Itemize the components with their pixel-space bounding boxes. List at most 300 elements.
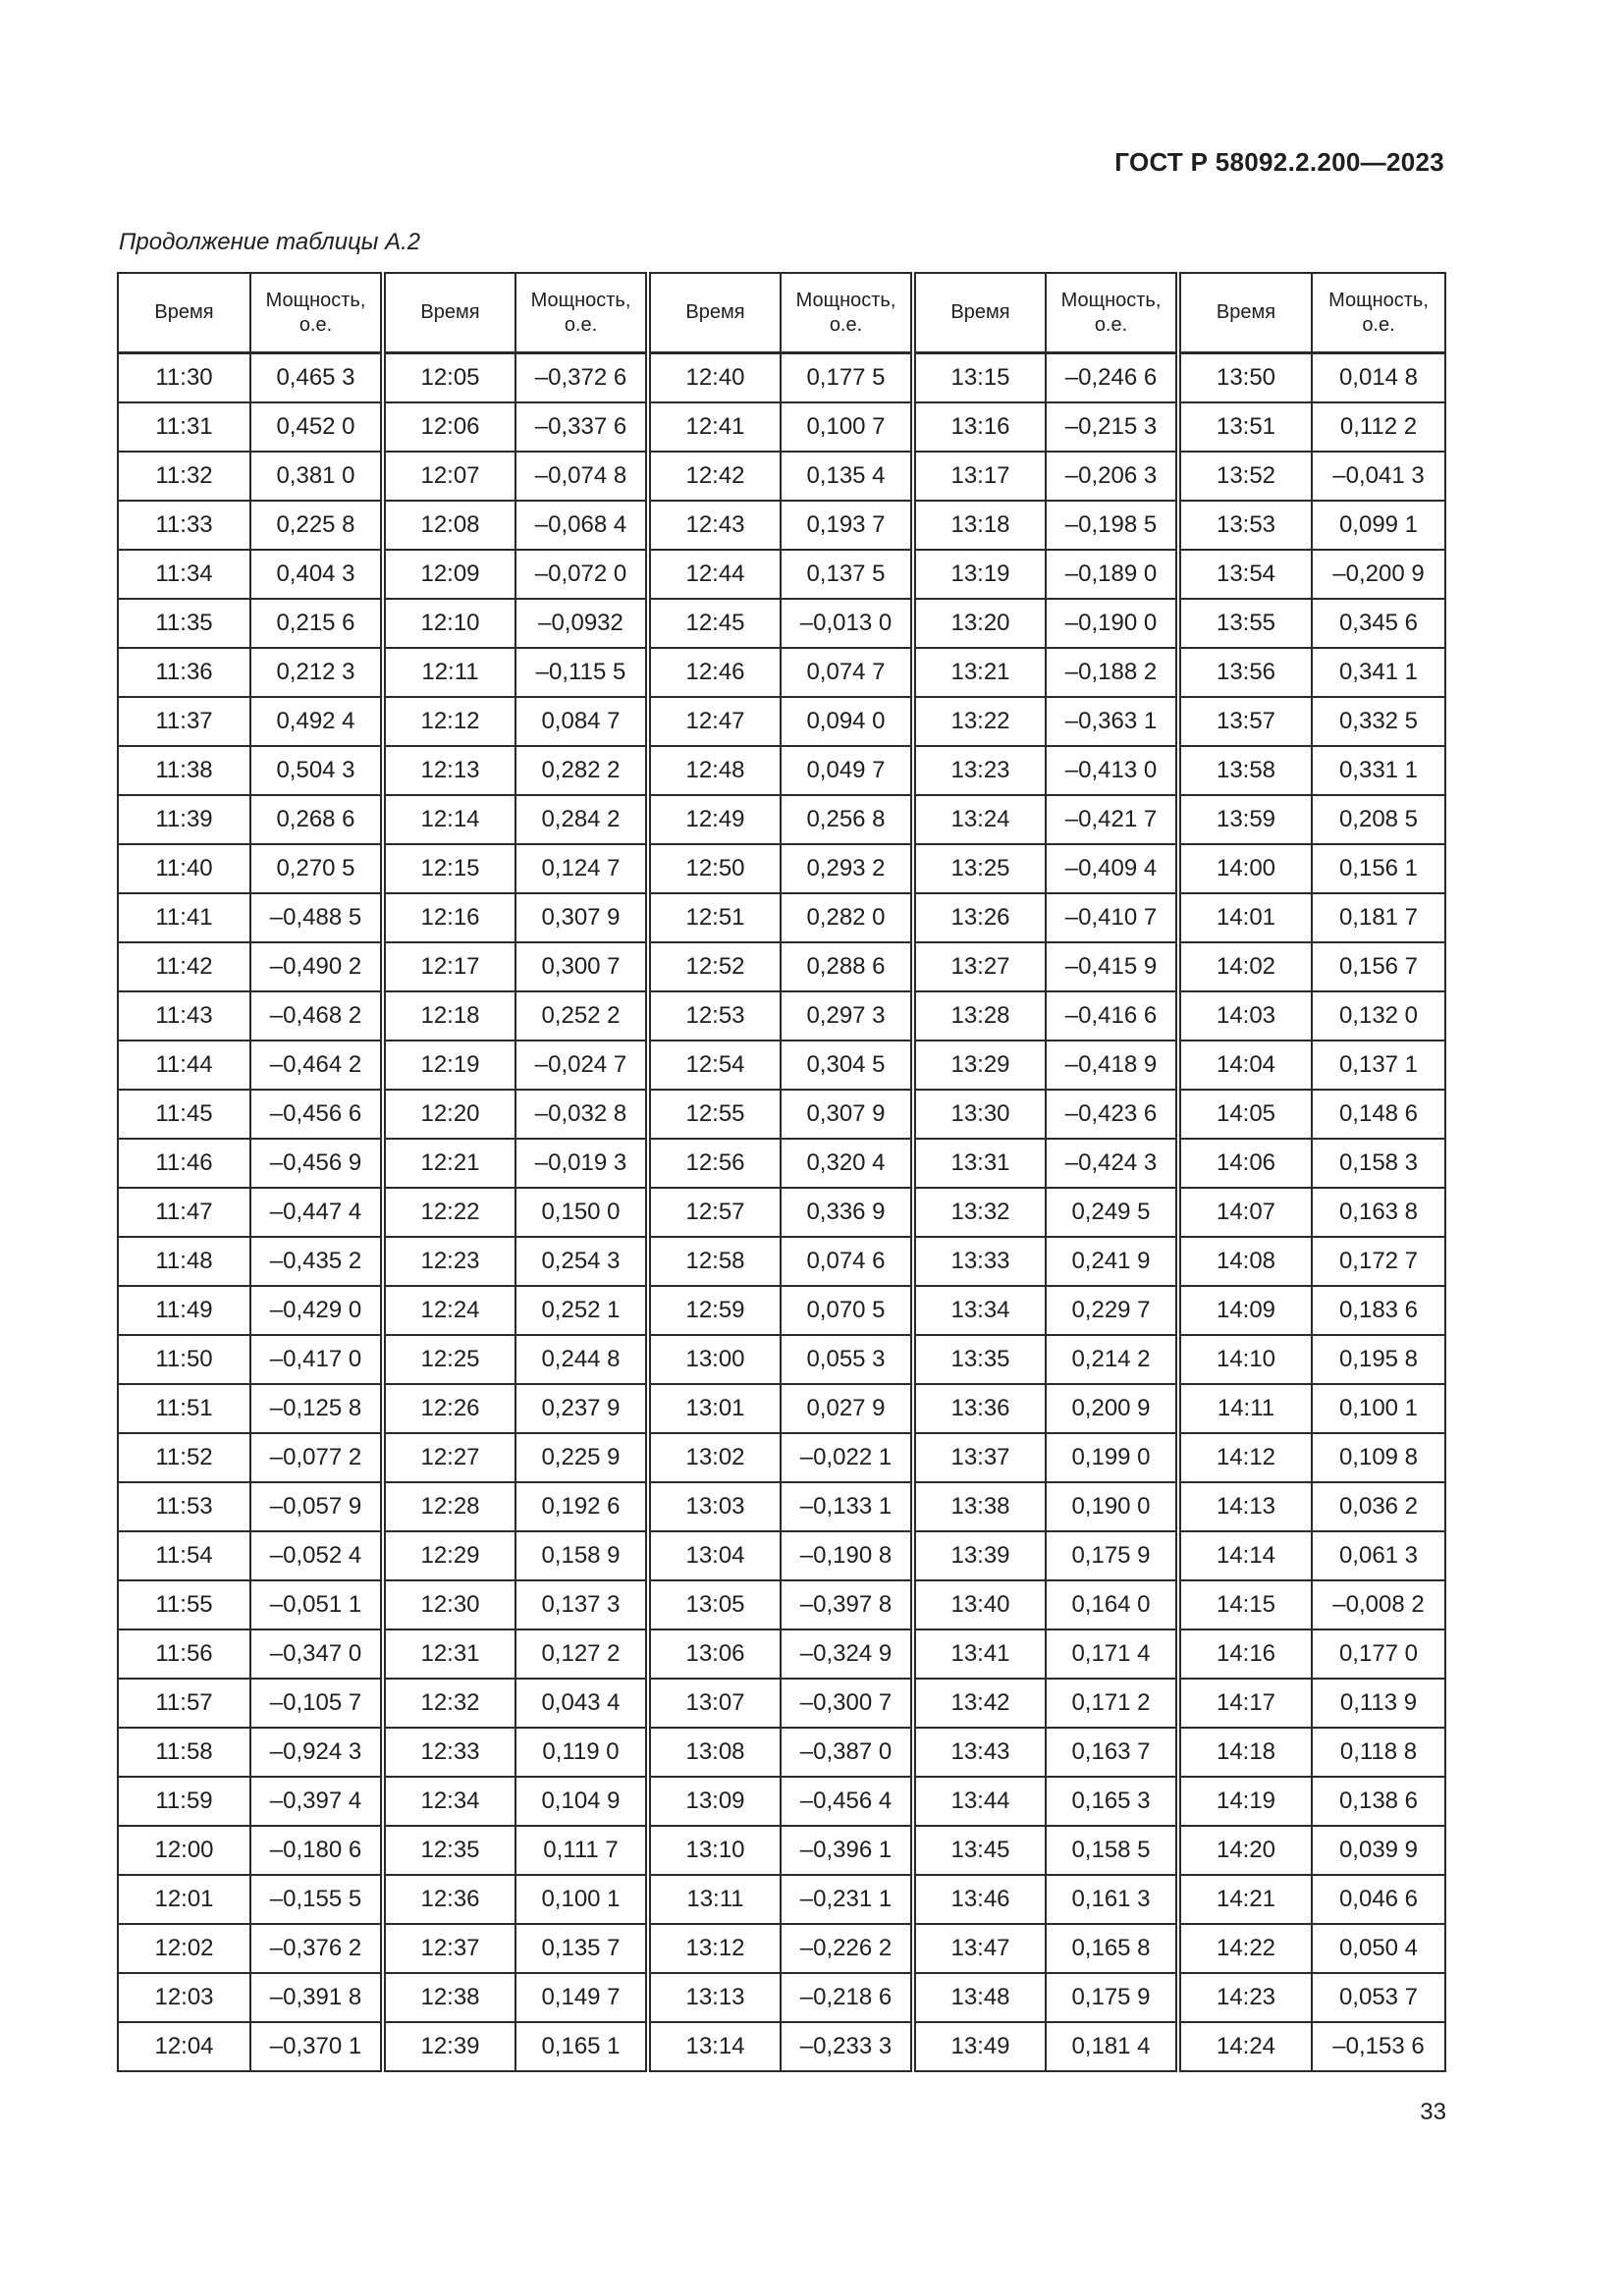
table-header-row bbox=[118, 273, 1445, 353]
power-cell: 0,241 9 bbox=[1046, 1237, 1178, 1286]
time-cell: 12:10 bbox=[383, 599, 515, 648]
column-header-time: Время bbox=[383, 273, 515, 353]
power-cell: 0,183 6 bbox=[1312, 1286, 1445, 1335]
power-cell: –0,052 4 bbox=[250, 1531, 383, 1580]
time-cell: 13:53 bbox=[1178, 501, 1312, 550]
power-cell: –0,396 1 bbox=[781, 1826, 913, 1875]
time-cell: 11:34 bbox=[118, 550, 250, 599]
table-row bbox=[118, 1090, 1445, 1139]
power-cell: –0,490 2 bbox=[250, 942, 383, 991]
power-cell: –0,415 9 bbox=[1046, 942, 1178, 991]
power-cell: –0,456 4 bbox=[781, 1777, 913, 1826]
column-header-time: Время bbox=[913, 273, 1046, 353]
time-cell: 12:23 bbox=[383, 1237, 515, 1286]
power-cell: 0,094 0 bbox=[781, 697, 913, 746]
power-cell: 0,137 5 bbox=[781, 550, 913, 599]
power-cell: 0,039 9 bbox=[1312, 1826, 1445, 1875]
power-cell: –0,077 2 bbox=[250, 1433, 383, 1482]
power-cell: –0,246 6 bbox=[1046, 353, 1178, 403]
time-cell: 13:00 bbox=[648, 1335, 781, 1384]
power-cell: 0,345 6 bbox=[1312, 599, 1445, 648]
time-cell: 12:52 bbox=[648, 942, 781, 991]
time-cell: 14:10 bbox=[1178, 1335, 1312, 1384]
time-cell: 12:55 bbox=[648, 1090, 781, 1139]
time-cell: 13:45 bbox=[913, 1826, 1046, 1875]
power-cell: 0,100 1 bbox=[1312, 1384, 1445, 1433]
power-cell: –0,421 7 bbox=[1046, 795, 1178, 844]
time-cell: 13:24 bbox=[913, 795, 1046, 844]
power-cell: 0,132 0 bbox=[1312, 991, 1445, 1041]
power-cell: 0,163 8 bbox=[1312, 1188, 1445, 1237]
time-cell: 13:17 bbox=[913, 452, 1046, 501]
time-cell: 13:21 bbox=[913, 648, 1046, 697]
power-cell: –0,418 9 bbox=[1046, 1041, 1178, 1090]
document-code: ГОСТ Р 58092.2.200—2023 bbox=[1114, 147, 1444, 177]
power-cell: –0,019 3 bbox=[515, 1139, 648, 1188]
power-cell: –0,409 4 bbox=[1046, 844, 1178, 893]
power-cell: 0,284 2 bbox=[515, 795, 648, 844]
time-cell: 13:38 bbox=[913, 1482, 1046, 1531]
time-cell: 13:39 bbox=[913, 1531, 1046, 1580]
power-cell: –0,057 9 bbox=[250, 1482, 383, 1531]
power-cell: 0,099 1 bbox=[1312, 501, 1445, 550]
power-cell: –0,488 5 bbox=[250, 893, 383, 942]
time-cell: 12:27 bbox=[383, 1433, 515, 1482]
column-header-power: Мощность, о.е. bbox=[250, 273, 383, 353]
time-cell: 13:40 bbox=[913, 1580, 1046, 1629]
data-table bbox=[117, 272, 1446, 2072]
power-cell: 0,208 5 bbox=[1312, 795, 1445, 844]
time-cell: 14:02 bbox=[1178, 942, 1312, 991]
power-cell: 0,195 8 bbox=[1312, 1335, 1445, 1384]
time-cell: 12:58 bbox=[648, 1237, 781, 1286]
power-cell: 0,307 9 bbox=[515, 893, 648, 942]
time-cell: 14:08 bbox=[1178, 1237, 1312, 1286]
time-cell: 12:31 bbox=[383, 1629, 515, 1679]
time-cell: 12:51 bbox=[648, 893, 781, 942]
time-cell: 14:24 bbox=[1178, 2022, 1312, 2071]
time-cell: 13:25 bbox=[913, 844, 1046, 893]
power-cell: 0,237 9 bbox=[515, 1384, 648, 1433]
table-row bbox=[118, 942, 1445, 991]
table-body bbox=[118, 353, 1445, 2072]
power-cell: 0,300 7 bbox=[515, 942, 648, 991]
time-cell: 13:58 bbox=[1178, 746, 1312, 795]
time-cell: 11:37 bbox=[118, 697, 250, 746]
power-cell: 0,158 5 bbox=[1046, 1826, 1178, 1875]
time-cell: 13:37 bbox=[913, 1433, 1046, 1482]
time-cell: 12:46 bbox=[648, 648, 781, 697]
time-cell: 14:15 bbox=[1178, 1580, 1312, 1629]
time-cell: 13:09 bbox=[648, 1777, 781, 1826]
time-cell: 14:12 bbox=[1178, 1433, 1312, 1482]
power-cell: –0,032 8 bbox=[515, 1090, 648, 1139]
power-cell: –0,190 0 bbox=[1046, 599, 1178, 648]
time-cell: 14:03 bbox=[1178, 991, 1312, 1041]
table-row bbox=[118, 1531, 1445, 1580]
table-row bbox=[118, 1188, 1445, 1237]
time-cell: 12:37 bbox=[383, 1924, 515, 1973]
power-cell: –0,924 3 bbox=[250, 1728, 383, 1777]
time-cell: 13:26 bbox=[913, 893, 1046, 942]
power-cell: –0,372 6 bbox=[515, 353, 648, 403]
time-cell: 13:49 bbox=[913, 2022, 1046, 2071]
power-cell: 0,175 9 bbox=[1046, 1973, 1178, 2022]
time-cell: 12:19 bbox=[383, 1041, 515, 1090]
power-cell: –0,218 6 bbox=[781, 1973, 913, 2022]
time-cell: 12:07 bbox=[383, 452, 515, 501]
time-cell: 13:52 bbox=[1178, 452, 1312, 501]
power-cell: –0,072 0 bbox=[515, 550, 648, 599]
power-cell: 0,135 7 bbox=[515, 1924, 648, 1973]
table-row bbox=[118, 1139, 1445, 1188]
time-cell: 11:43 bbox=[118, 991, 250, 1041]
power-cell: 0,249 5 bbox=[1046, 1188, 1178, 1237]
power-cell: 0,149 7 bbox=[515, 1973, 648, 2022]
power-cell: 0,212 3 bbox=[250, 648, 383, 697]
table-row bbox=[118, 452, 1445, 501]
power-cell: 0,165 3 bbox=[1046, 1777, 1178, 1826]
power-cell: –0,456 6 bbox=[250, 1090, 383, 1139]
power-cell: –0,180 6 bbox=[250, 1826, 383, 1875]
time-cell: 14:19 bbox=[1178, 1777, 1312, 1826]
time-cell: 11:46 bbox=[118, 1139, 250, 1188]
time-cell: 13:41 bbox=[913, 1629, 1046, 1679]
time-cell: 11:53 bbox=[118, 1482, 250, 1531]
power-cell: 0,177 5 bbox=[781, 353, 913, 403]
time-cell: 13:18 bbox=[913, 501, 1046, 550]
power-cell: 0,156 7 bbox=[1312, 942, 1445, 991]
time-cell: 12:21 bbox=[383, 1139, 515, 1188]
time-cell: 13:51 bbox=[1178, 402, 1312, 452]
time-cell: 12:34 bbox=[383, 1777, 515, 1826]
time-cell: 11:57 bbox=[118, 1679, 250, 1728]
time-cell: 14:06 bbox=[1178, 1139, 1312, 1188]
power-cell: –0,074 8 bbox=[515, 452, 648, 501]
table-row bbox=[118, 844, 1445, 893]
time-cell: 13:04 bbox=[648, 1531, 781, 1580]
time-cell: 11:48 bbox=[118, 1237, 250, 1286]
table-row bbox=[118, 1924, 1445, 1973]
power-cell: 0,165 1 bbox=[515, 2022, 648, 2071]
table-row bbox=[118, 1826, 1445, 1875]
power-cell: –0,041 3 bbox=[1312, 452, 1445, 501]
time-cell: 13:22 bbox=[913, 697, 1046, 746]
power-cell: –0,363 1 bbox=[1046, 697, 1178, 746]
power-cell: 0,119 0 bbox=[515, 1728, 648, 1777]
power-cell: 0,061 3 bbox=[1312, 1531, 1445, 1580]
column-header-time: Время bbox=[648, 273, 781, 353]
power-cell: –0,456 9 bbox=[250, 1139, 383, 1188]
power-cell: 0,304 5 bbox=[781, 1041, 913, 1090]
time-cell: 13:42 bbox=[913, 1679, 1046, 1728]
time-cell: 13:12 bbox=[648, 1924, 781, 1973]
time-cell: 14:09 bbox=[1178, 1286, 1312, 1335]
power-cell: 0,190 0 bbox=[1046, 1482, 1178, 1531]
time-cell: 12:28 bbox=[383, 1482, 515, 1531]
time-cell: 13:06 bbox=[648, 1629, 781, 1679]
power-cell: 0,181 7 bbox=[1312, 893, 1445, 942]
column-header-time: Время bbox=[1178, 273, 1312, 353]
power-cell: 0,252 2 bbox=[515, 991, 648, 1041]
time-cell: 12:12 bbox=[383, 697, 515, 746]
power-cell: –0,397 4 bbox=[250, 1777, 383, 1826]
time-cell: 12:47 bbox=[648, 697, 781, 746]
column-header-power: Мощность, о.е. bbox=[1046, 273, 1178, 353]
column-header-power: Мощность, о.е. bbox=[781, 273, 913, 353]
power-cell: 0,320 4 bbox=[781, 1139, 913, 1188]
table-row bbox=[118, 1335, 1445, 1384]
time-cell: 12:01 bbox=[118, 1875, 250, 1924]
time-cell: 13:43 bbox=[913, 1728, 1046, 1777]
power-cell: 0,118 8 bbox=[1312, 1728, 1445, 1777]
time-cell: 11:47 bbox=[118, 1188, 250, 1237]
time-cell: 13:36 bbox=[913, 1384, 1046, 1433]
power-cell: –0,429 0 bbox=[250, 1286, 383, 1335]
time-cell: 13:03 bbox=[648, 1482, 781, 1531]
time-cell: 13:46 bbox=[913, 1875, 1046, 1924]
time-cell: 13:32 bbox=[913, 1188, 1046, 1237]
time-cell: 13:57 bbox=[1178, 697, 1312, 746]
power-cell: 0,043 4 bbox=[515, 1679, 648, 1728]
power-cell: 0,161 3 bbox=[1046, 1875, 1178, 1924]
table-row bbox=[118, 1777, 1445, 1826]
time-cell: 13:23 bbox=[913, 746, 1046, 795]
table-row bbox=[118, 550, 1445, 599]
time-cell: 12:11 bbox=[383, 648, 515, 697]
power-cell: 0,331 1 bbox=[1312, 746, 1445, 795]
time-cell: 12:48 bbox=[648, 746, 781, 795]
column-header-power: Мощность, о.е. bbox=[1312, 273, 1445, 353]
time-cell: 12:08 bbox=[383, 501, 515, 550]
time-cell: 12:42 bbox=[648, 452, 781, 501]
column-header-power: Мощность, о.е. bbox=[515, 273, 648, 353]
time-cell: 13:35 bbox=[913, 1335, 1046, 1384]
time-cell: 13:05 bbox=[648, 1580, 781, 1629]
time-cell: 13:31 bbox=[913, 1139, 1046, 1188]
time-cell: 13:33 bbox=[913, 1237, 1046, 1286]
time-cell: 12:09 bbox=[383, 550, 515, 599]
power-cell: –0,190 8 bbox=[781, 1531, 913, 1580]
power-cell: –0,115 5 bbox=[515, 648, 648, 697]
time-cell: 11:40 bbox=[118, 844, 250, 893]
power-cell: –0,051 1 bbox=[250, 1580, 383, 1629]
time-cell: 13:20 bbox=[913, 599, 1046, 648]
table-row bbox=[118, 1286, 1445, 1335]
time-cell: 12:32 bbox=[383, 1679, 515, 1728]
time-cell: 12:33 bbox=[383, 1728, 515, 1777]
power-cell: –0,447 4 bbox=[250, 1188, 383, 1237]
power-cell: 0,177 0 bbox=[1312, 1629, 1445, 1679]
power-cell: –0,376 2 bbox=[250, 1924, 383, 1973]
time-cell: 14:05 bbox=[1178, 1090, 1312, 1139]
power-cell: –0,198 5 bbox=[1046, 501, 1178, 550]
power-cell: 0,049 7 bbox=[781, 746, 913, 795]
power-cell: –0,155 5 bbox=[250, 1875, 383, 1924]
time-cell: 14:01 bbox=[1178, 893, 1312, 942]
time-cell: 12:05 bbox=[383, 353, 515, 403]
power-cell: 0,404 3 bbox=[250, 550, 383, 599]
power-cell: 0,104 9 bbox=[515, 1777, 648, 1826]
power-cell: –0,324 9 bbox=[781, 1629, 913, 1679]
power-cell: 0,200 9 bbox=[1046, 1384, 1178, 1433]
time-cell: 11:36 bbox=[118, 648, 250, 697]
time-cell: 12:29 bbox=[383, 1531, 515, 1580]
power-cell: –0,413 0 bbox=[1046, 746, 1178, 795]
time-cell: 13:56 bbox=[1178, 648, 1312, 697]
page-number: 33 bbox=[1420, 2099, 1446, 2125]
power-cell: 0,282 0 bbox=[781, 893, 913, 942]
time-cell: 14:20 bbox=[1178, 1826, 1312, 1875]
power-cell: 0,124 7 bbox=[515, 844, 648, 893]
power-cell: –0,022 1 bbox=[781, 1433, 913, 1482]
power-cell: 0,055 3 bbox=[781, 1335, 913, 1384]
time-cell: 14:21 bbox=[1178, 1875, 1312, 1924]
power-cell: –0,200 9 bbox=[1312, 550, 1445, 599]
time-cell: 14:23 bbox=[1178, 1973, 1312, 2022]
time-cell: 12:06 bbox=[383, 402, 515, 452]
time-cell: 13:28 bbox=[913, 991, 1046, 1041]
time-cell: 12:49 bbox=[648, 795, 781, 844]
time-cell: 12:45 bbox=[648, 599, 781, 648]
table-row bbox=[118, 1679, 1445, 1728]
time-cell: 11:45 bbox=[118, 1090, 250, 1139]
power-cell: 0,452 0 bbox=[250, 402, 383, 452]
time-cell: 12:53 bbox=[648, 991, 781, 1041]
power-cell: 0,381 0 bbox=[250, 452, 383, 501]
time-cell: 13:34 bbox=[913, 1286, 1046, 1335]
time-cell: 11:44 bbox=[118, 1041, 250, 1090]
power-cell: 0,158 3 bbox=[1312, 1139, 1445, 1188]
power-cell: –0,226 2 bbox=[781, 1924, 913, 1973]
power-cell: 0,268 6 bbox=[250, 795, 383, 844]
table-row bbox=[118, 1041, 1445, 1090]
time-cell: 11:35 bbox=[118, 599, 250, 648]
time-cell: 12:54 bbox=[648, 1041, 781, 1090]
power-cell: 0,137 3 bbox=[515, 1580, 648, 1629]
power-cell: 0,109 8 bbox=[1312, 1433, 1445, 1482]
power-cell: –0,416 6 bbox=[1046, 991, 1178, 1041]
table-row bbox=[118, 746, 1445, 795]
power-cell: –0,370 1 bbox=[250, 2022, 383, 2071]
time-cell: 12:57 bbox=[648, 1188, 781, 1237]
time-cell: 12:40 bbox=[648, 353, 781, 403]
power-cell: 0,158 9 bbox=[515, 1531, 648, 1580]
time-cell: 11:52 bbox=[118, 1433, 250, 1482]
time-cell: 11:32 bbox=[118, 452, 250, 501]
power-cell: 0,181 4 bbox=[1046, 2022, 1178, 2071]
power-cell: 0,172 7 bbox=[1312, 1237, 1445, 1286]
time-cell: 13:50 bbox=[1178, 353, 1312, 403]
table-row bbox=[118, 893, 1445, 942]
table-row bbox=[118, 795, 1445, 844]
time-cell: 11:51 bbox=[118, 1384, 250, 1433]
time-cell: 13:11 bbox=[648, 1875, 781, 1924]
power-cell: 0,100 7 bbox=[781, 402, 913, 452]
time-cell: 13:54 bbox=[1178, 550, 1312, 599]
power-cell: 0,150 0 bbox=[515, 1188, 648, 1237]
table-row bbox=[118, 1580, 1445, 1629]
table-row bbox=[118, 991, 1445, 1041]
power-cell: –0,387 0 bbox=[781, 1728, 913, 1777]
power-cell: 0,014 8 bbox=[1312, 353, 1445, 403]
power-cell: 0,100 1 bbox=[515, 1875, 648, 1924]
power-cell: 0,225 9 bbox=[515, 1433, 648, 1482]
power-cell: –0,391 8 bbox=[250, 1973, 383, 2022]
power-cell: –0,423 6 bbox=[1046, 1090, 1178, 1139]
time-cell: 12:22 bbox=[383, 1188, 515, 1237]
power-cell: 0,465 3 bbox=[250, 353, 383, 403]
time-cell: 13:13 bbox=[648, 1973, 781, 2022]
power-cell: 0,288 6 bbox=[781, 942, 913, 991]
power-cell: 0,297 3 bbox=[781, 991, 913, 1041]
power-cell: 0,050 4 bbox=[1312, 1924, 1445, 1973]
power-cell: –0,215 3 bbox=[1046, 402, 1178, 452]
power-cell: 0,111 7 bbox=[515, 1826, 648, 1875]
time-cell: 12:20 bbox=[383, 1090, 515, 1139]
power-cell: 0,027 9 bbox=[781, 1384, 913, 1433]
time-cell: 12:02 bbox=[118, 1924, 250, 1973]
time-cell: 11:55 bbox=[118, 1580, 250, 1629]
time-cell: 13:07 bbox=[648, 1679, 781, 1728]
power-cell: –0,424 3 bbox=[1046, 1139, 1178, 1188]
time-cell: 14:07 bbox=[1178, 1188, 1312, 1237]
time-cell: 11:39 bbox=[118, 795, 250, 844]
power-cell: –0,0932 bbox=[515, 599, 648, 648]
power-cell: –0,105 7 bbox=[250, 1679, 383, 1728]
power-cell: –0,068 4 bbox=[515, 501, 648, 550]
table-row bbox=[118, 1875, 1445, 1924]
time-cell: 13:44 bbox=[913, 1777, 1046, 1826]
time-cell: 12:24 bbox=[383, 1286, 515, 1335]
power-cell: –0,410 7 bbox=[1046, 893, 1178, 942]
power-cell: 0,215 6 bbox=[250, 599, 383, 648]
power-cell: 0,137 1 bbox=[1312, 1041, 1445, 1090]
power-cell: 0,332 5 bbox=[1312, 697, 1445, 746]
time-cell: 11:56 bbox=[118, 1629, 250, 1679]
time-cell: 14:04 bbox=[1178, 1041, 1312, 1090]
power-cell: 0,046 6 bbox=[1312, 1875, 1445, 1924]
time-cell: 13:15 bbox=[913, 353, 1046, 403]
power-cell: 0,084 7 bbox=[515, 697, 648, 746]
time-cell: 13:55 bbox=[1178, 599, 1312, 648]
time-cell: 12:15 bbox=[383, 844, 515, 893]
column-header-time: Время bbox=[118, 273, 250, 353]
power-cell: 0,164 0 bbox=[1046, 1580, 1178, 1629]
time-cell: 12:04 bbox=[118, 2022, 250, 2071]
power-cell: 0,504 3 bbox=[250, 746, 383, 795]
time-cell: 12:16 bbox=[383, 893, 515, 942]
table-row bbox=[118, 599, 1445, 648]
table-row bbox=[118, 1482, 1445, 1531]
power-cell: 0,256 8 bbox=[781, 795, 913, 844]
time-cell: 13:02 bbox=[648, 1433, 781, 1482]
time-cell: 14:22 bbox=[1178, 1924, 1312, 1973]
time-cell: 12:17 bbox=[383, 942, 515, 991]
power-cell: –0,153 6 bbox=[1312, 2022, 1445, 2071]
time-cell: 14:16 bbox=[1178, 1629, 1312, 1679]
power-cell: –0,188 2 bbox=[1046, 648, 1178, 697]
power-cell: 0,138 6 bbox=[1312, 1777, 1445, 1826]
time-cell: 13:47 bbox=[913, 1924, 1046, 1973]
time-cell: 12:56 bbox=[648, 1139, 781, 1188]
table-row bbox=[118, 2022, 1445, 2071]
power-cell: 0,293 2 bbox=[781, 844, 913, 893]
time-cell: 12:00 bbox=[118, 1826, 250, 1875]
power-cell: 0,193 7 bbox=[781, 501, 913, 550]
time-cell: 11:59 bbox=[118, 1777, 250, 1826]
table-row bbox=[118, 501, 1445, 550]
